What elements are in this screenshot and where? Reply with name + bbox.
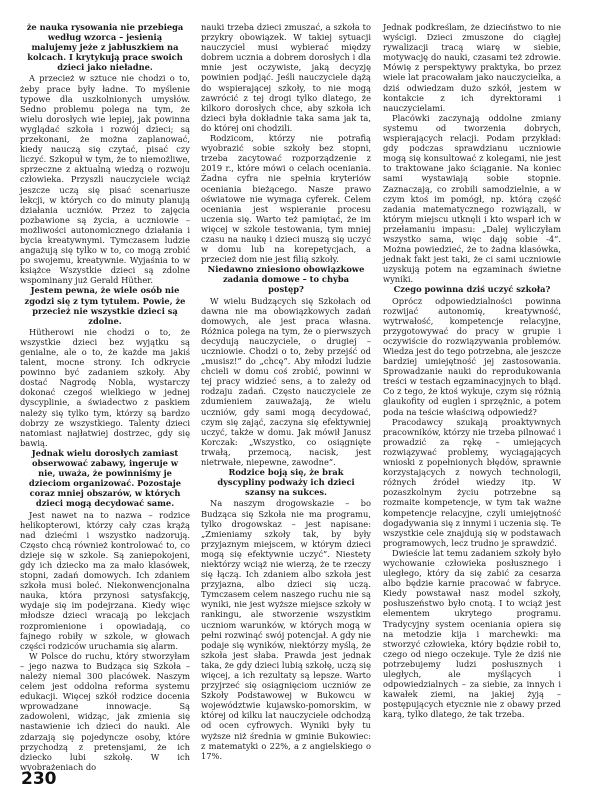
body-paragraph: Na naszym drogowskazie – bo Budząca się Szkoła nie ma programu, tylko drogowskaz – jest napisane: „Zmieniamy szkoły tak, by były przyjaznym miejscem, w którym dzieci mogą się efektywnie uczyć”. Niestety niektórzy wciąż nie wierzą, że te rzeczy się łączą. Ich zdaniem albo szkoła jest przyjazna, albo dzieci się uczą. Tymczasem celem naszego ruchu nie są wyniki, nie jest wyższe miejsce szkoły w rankingu, ale stworzenie wszystkim uczniom warunków, w których mogą w pełni rozwinąć swój potencjał. A gdy nie podaje się wyników, niektórzy myślą, że szkoła jest słaba. Prawda jest jednak taka, że gdy dzieci lubią szkołę, uczą się więcej, a ich rezultaty są lepsze. Warto przyjrzeć się osiągnięciom uczniów ze Szkoły Podstawowej w Bukowcu w województwie kujawsko-pomorskim, w której od kilku lat nauczyciele odchodzą od ocen cyfrowych. Wyniki były tu wyższe niż średnia w gminie Bukowiec: z matematyki o 22%, a z angielskiego o 17%. — [201, 498, 371, 761]
interview-question: że nauka rysowania nie przebiega według wzorca – jesienią malujemy jeże z jabłuszkiem na kolcach. I krytykują prace swoich dzieci jako nieładne. — [26, 22, 184, 73]
body-paragraph: Jest nawet na to nazwa – rodzice helikopterowi, którzy cały czas krążą nad dziećmi i wszystko nadzorują. Często chcą również kontrolować to, co dzieje się w szkole. Są zaniepokojeni, gdy ich dziecko ma za mało klasówek, stopni, zadań domowych. Ich zdaniem szkoła musi boleć. Niekonwencjonalna nauka, która przynosi satysfakcję, wydaje się im podejrzana. Kiedy więc młodsze dzieci wracają po lekcjach rozpromienione i opowiadają, co fajnego robiły w szkole, w głowach części rodziców uruchamia się alarm. — [20, 509, 190, 651]
body-paragraph: W Polsce do ruchu, który stworzyłam – jego nazwa to Budząca się Szkoła – należy niemal 300 placówek. Naszym celem jest oddolna reforma systemu edukacji. Więcej szkół rodzice docenia wprowadzane innowacje. Są zadowoleni, widząc, jak zmienia się nastawienie ich dzieci do nauki. Ale zdarzają się pojedyncze osoby, które przychodzą z pretensjami, że ich dziecko lubi szkołę. W ich wyobrażeniach do — [20, 650, 190, 772]
body-paragraph: Dwieście lat temu zadaniem szkoły było wychowanie człowieka posłusznego i uległego, który da się zabić za cesarza albo będzie karnie pracować w fabryce. Kiedy powstawał nasz model szkoły, posłuszeństwo było cnotą. I to wciąż jest elementem ukrytego programu. Tradycyjny system oceniania opiera się na metodzie kija i marchewki: ma stworzyć człowieka, który będzie robił to, czego od niego oczekuje. Tyle że dziś nie potrzebujemy ludzi posłusznych i uległych, ale myślących i odpowiedzialnych – za siebie, za innych i kawałek ziemi, na jakiej żyją – postępujących etycznie nie z obawy przed karą, tylko dlatego, że tak trzeba. — [383, 547, 561, 720]
interview-question: Jestem pewna, że wiele osób nie zgodzi się z tym tytułem. Powie, że przecież nie wszystkie dzieci są zdolne. — [24, 285, 186, 326]
body-paragraph: Pracodawcy szukają proaktywnych pracowników, którzy nie trzeba pilnować i prowadzić za rękę – umiejących rozwiązywać problemy, wyciągających wnioski z popełnionych błędów, sprawnie korzystających z nowych technologii, różnych źródeł wiedzy itp. W pozaszkolnym życiu potrzebne są rozmaite kompetencje, w tym tak ważne kompetencje relacyjne, czyli umiejętność dogadywania się z innymi i uczenia się. Te wszystkie cele znajdują się w podstawach programowych, lecz trudno je sprawdzić. — [383, 416, 561, 548]
page-number: 230 — [21, 769, 57, 789]
body-paragraph: Placówki zaczynają oddolne zmiany systemu od tworzenia dobrych, wspierających relacji. Podam przykład: gdy podczas sprawdzianu uczniowie mogą się konsultować z kolegami, nie jest to traktowane jako ściąganie. Na koniec sami wystawiają sobie stopnie. Zaznaczają, co zrobili samodzielnie, a w czym ktoś im pomógł, np. którą część zadania matematycznego rozwiązali, w którym miejscu utknęli i kto wsparł ich w przełamaniu impasu: „Dalej wyliczyłam wszystko sama, więc daję sobie -4”. Można powiedzieć, że to żadna klasówka, jednak fakt jest taki, że ci sami uczniowie uzyskują potem na egzaminach świetne wyniki. — [383, 112, 561, 285]
text-column-3 — [383, 22, 561, 762]
text-column-2 — [201, 22, 371, 762]
body-paragraph: Jednak podkreślam, że dzieciństwo to nie wyścigi. Dzieci zmuszone do ciągłej rywalizacji tracą wiarę w siebie, motywację do nauki, czasami też zdrowie. Mówię z perspektywy praktyka, bo przez wiele lat pracowałam jako nauczycielka, a dziś odwiedzam dużo szkół, jestem w kontakcie z ich dyrektorami i nauczycielami. — [383, 22, 561, 113]
interview-question: Rodzice boją się, że brak dyscypliny podważy ich dzieci szansy na sukces. — [217, 467, 355, 498]
body-paragraph: Oprócz odpowiedzialności powinna rozwijać autonomię, kreatywność, wytrwałość, kompetencje relacyjne, przygotowywać do pracy w grupie i oczywiście do rozwiązywania problemów. Wiedza jest do tego potrzebna, ale jeszcze bardziej umiejętność jej zastosowania. Sprowadzanie nauki do reprodukowania treści w testach egzaminacyjnych to błąd. Co z tego, że ktoś wykuje, czym się różnią glaukofity od euglen i sprzężnic, a potem poda na teście właściwą odpowiedź? — [383, 295, 562, 417]
interview-question: Jednak wielu dorosłych zamiast obserwować zabawy, ingeruje w nie, uważa, że powinniśmy je dzieciom organizować. Pozostaje coraz mniej obszarów, w których dzieci mogą decydować same. — [28, 447, 182, 509]
body-paragraph: Hütherowi nie chodzi o to, że wszystkie dzieci bez wyjątku są genialne, ale o to, że każde ma jakiś talent, mocne strony. Ich odkrycie powinno być zadaniem szkoły. Aby dostać Nagrodę Nobla, wystarczy dokonać czegoś wielkiego w jednej dyscyplinie, a świadectwo z paskiem należy się tylko tym, którzy są bardzo dobrzy ze wszystkiego. Talenty dzieci natomiast najłatwiej dostrzec, gdy się bawią. — [20, 326, 190, 448]
body-paragraph: W wielu Budzących się Szkołach od dawna nie ma obowiązkowych zadań domowych, ale jest praca własna. Różnica polega na tym, że o pierwszych decydują nauczyciele, o drugiej – uczniowie. Chodzi o to, żeby przejść od „musisz!” do „chcę”. Aby młodzi ludzie chcieli w domu coś zrobić, powinni w tej pracy widzieć sens, a to zależy od rodzaju zadań. Często nauczyciele ze zdumieniem zauważają, że wielu uczniów, gdy sami mogą decydować, czym się zająć, zaczyna się efektywniej uczyć, także w domu. Jak mówił Janusz Korczak: „Wszystko, co osiągnięte trwałą, przemocą, nacisk, jest nietrwałe, niepewne, zawodne”. — [201, 295, 371, 468]
body-paragraph: A przecież w sztuce nie chodzi o to, żeby prace były ładne. To myślenie typowe dla uszkolnionych umysłów. Sedno problemu polega na tym, że wielu dorosłych wie lepiej, jak powinna wyglądać szkoła i rozwój dzieci; są przekonani, że można zaplanować, kiedy nauczą się czytać, pisać czy liczyć. Szkopuł w tym, że to niemożliwe, sprzeczne z aktualną wiedzą o rozwoju człowieka. Przyszli nauczyciele wciąż jeszcze uczą się pisać scenariusze lekcji, w których co do minuty planują działania uczniów. Przez to zajęcia pozbawione są życia, a uczniowie – możliwości autonomicznego działania i bycia kreatywnymi. Tymczasem ludzie angażują się tylko w to, co mogą zrobić po swojemu, kreatywnie. Wyjaśnia to w książce Wszystkie dzieci są zdolne wspominany już Gerald Hüther. — [20, 73, 190, 286]
text-column-1 — [20, 22, 190, 772]
interview-question: Czego powinna dziś uczyć szkoła? — [393, 284, 551, 295]
body-paragraph: nauki trzeba dzieci zmuszać, a szkoła to przykry obowiązek. W takiej sytuacji nauczyciel musi wybierać między dobrem ucznia a dobrem dorosłych i dla mnie jest oczywiste, jaką decyzję powinien podjąć. Jeśli nauczyciele dążą do wspierającej szkoły, to nie mogą zawrócić z tej drogi tylko dlatego, że kilkoro dorosłych chce, aby szkoła ich dzieci była dokładnie taka sama jak ta, do której oni chodzili. — [201, 22, 371, 133]
body-paragraph: Rodzicom, którzy nie potrafią wyobrazić sobie szkoły bez stopni, trzeba zacytować rozporządzenie z 2019 r., które mówi o celach oceniania. Żadna cyfra nie spełnia kryteriów oceniania bieżącego. Nasze prawo oświatowe nie wymaga cyferek. Celem oceniania jest wspieranie procesu uczenia się. Warto też pamiętać, że im więcej w szkole testowania, tym mniej czasu na naukę i dzieci muszą się uczyć w domu lub na korepetycjach, a przecież dom nie jest filią szkoły. — [201, 133, 371, 265]
interview-question: Niedawno zniesiono obowiązkowe zadania domowe – to chyba postęp? — [207, 264, 365, 295]
